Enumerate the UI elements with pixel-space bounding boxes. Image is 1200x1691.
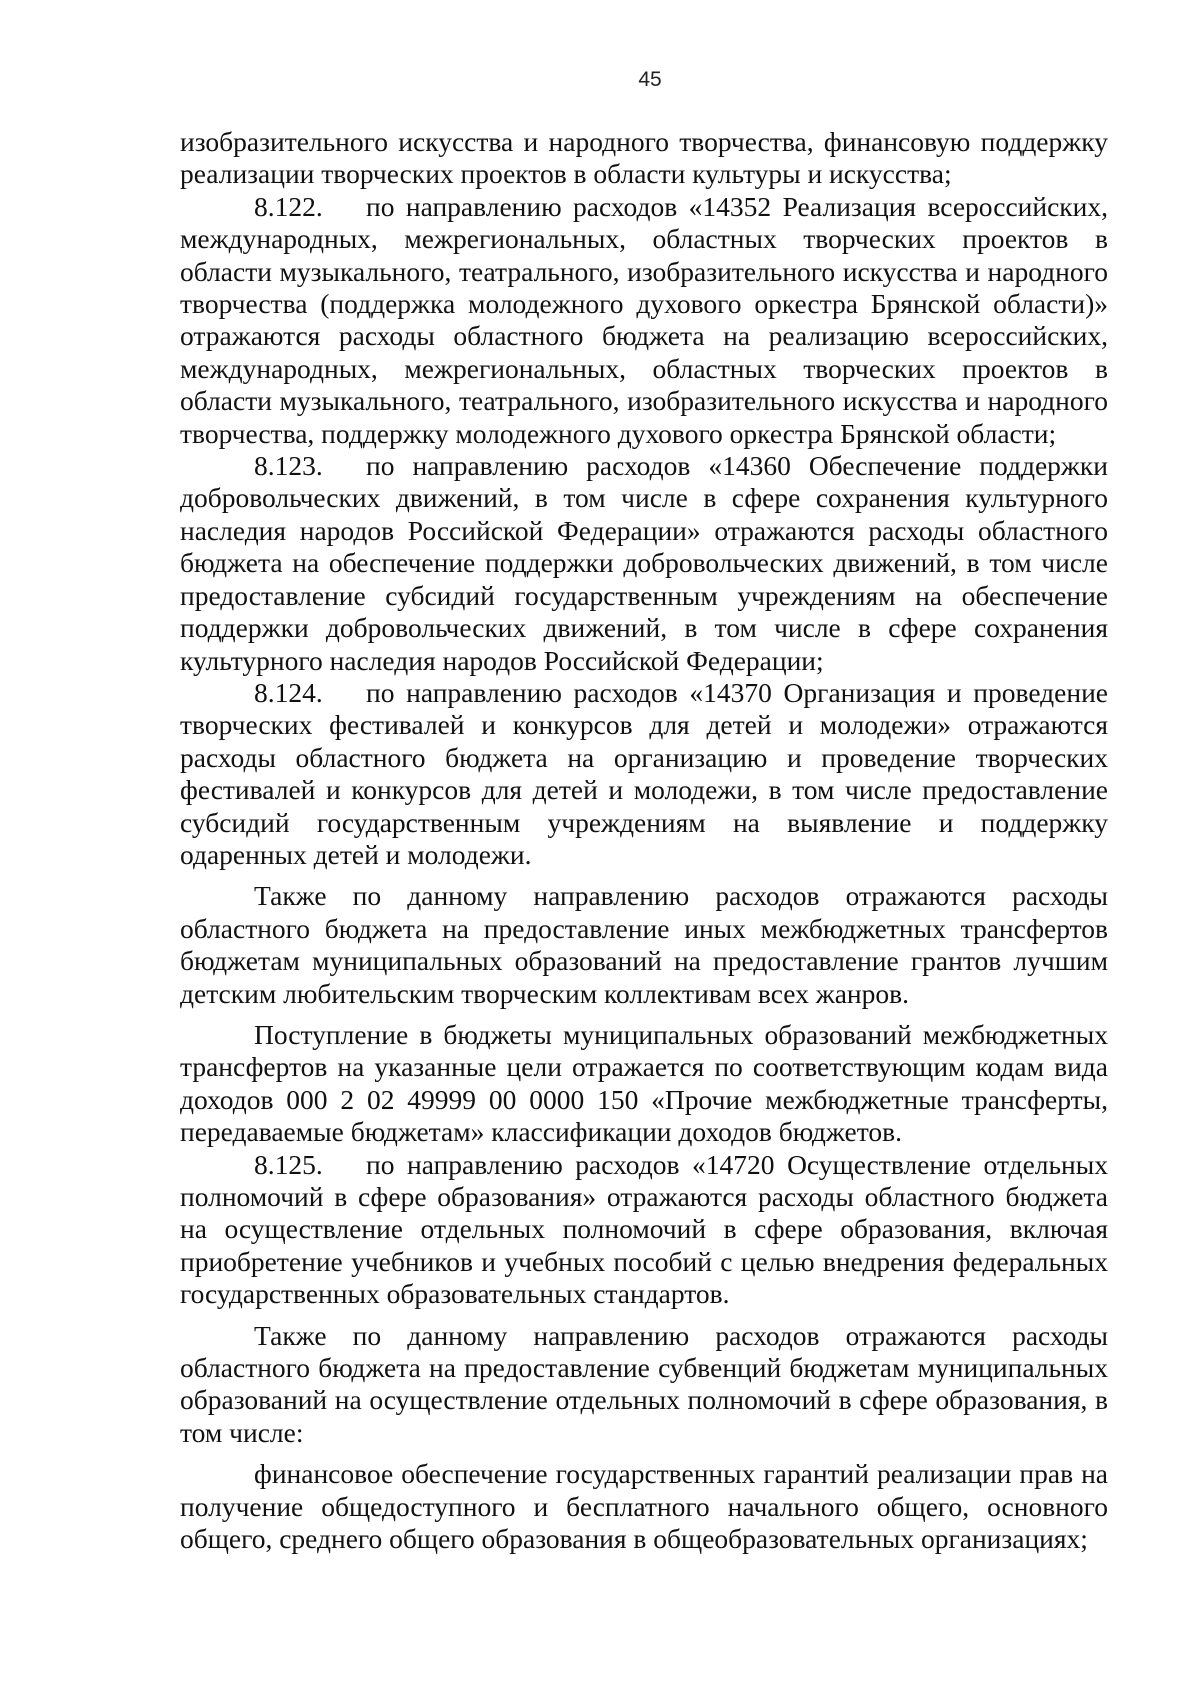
paragraph-text: финансовое обеспечение государственных гарантий реализации прав на получение общедоступного и бесплатного начального общего, основного общего, среднего общего образования в общеобразовательных организациях; bbox=[180, 1458, 1108, 1555]
paragraph-guarantees bbox=[180, 1458, 1108, 1555]
paragraph-text: по направлению расходов «14360 Обеспечение поддержки добровольческих движений, в том числе в сфере сохранения культурного наследия народов Российской Федерации» отражаются расходы областного бюджета на обеспечение поддержки добровольческих движений, в том числе предоставление субсидий государственным учреждениям на обеспечение поддержки добровольческих движений, в том числе в сфере сохранения культурного наследия народов Российской Федерации; bbox=[180, 450, 1108, 676]
paragraph-text: по направлению расходов «14352 Реализация всероссийских, международных, межрегиональных, областных творческих проектов в области музыкального, театрального, изобразительного искусства и народного творчества (поддержка молодежного духового оркестра Брянской области)» отражаются расходы областного бюджета на реализацию всероссийских, международных, межрегиональных, областных творческих проектов в области музыкального, театрального, изобразительного искусства и народного творчества, поддержку молодежного духового оркестра Брянской области; bbox=[180, 190, 1108, 449]
page-number: 45 bbox=[638, 68, 662, 91]
paragraph-8-124 bbox=[180, 677, 1108, 871]
paragraph-text: изобразительного искусства и народного творчества, финансовую поддержку реализации творческих проектов в области культуры и искусства; bbox=[180, 126, 1108, 190]
item-number: 8.122. bbox=[254, 190, 323, 222]
document-body bbox=[180, 126, 1108, 1555]
paragraph-grants bbox=[180, 880, 1108, 1010]
paragraph-text: по направлению расходов «14370 Организация и проведение творческих фестивалей и конкурсов для детей и молодежи» отражаются расходы областного бюджета на организацию и проведение творческих фестивалей и конкурсов для детей и молодежи, в том числе предоставление субсидий государственным учреждениям на выявление и поддержку одаренных детей и молодежи. bbox=[180, 676, 1108, 870]
item-number: 8.124. bbox=[254, 676, 323, 708]
paragraph-8-125 bbox=[180, 1149, 1108, 1311]
paragraph-subventions bbox=[180, 1320, 1108, 1450]
item-number: 8.125. bbox=[254, 1148, 323, 1180]
paragraph-transfers bbox=[180, 1019, 1108, 1149]
paragraph-text: по направлению расходов «14720 Осуществление отдельных полномочий в сфере образования» отражаются расходы областного бюджета на осуществление отдельных полномочий в сфере образования, включая приобретение учебников и учебных пособий с целью внедрения федеральных государственных образовательных стандартов. bbox=[180, 1148, 1108, 1310]
item-number: 8.123. bbox=[254, 450, 323, 482]
paragraph-8-122 bbox=[180, 191, 1108, 450]
paragraph-text: Также по данному направлению расходов отражаются расходы областного бюджета на предоставление иных межбюджетных трансфертов бюджетам муниципальных образований на предоставление грантов лучшим детским любительским творческим коллективам всех жанров. bbox=[180, 880, 1108, 1009]
paragraph-8-123 bbox=[180, 450, 1108, 677]
paragraph-text: Поступление в бюджеты муниципальных образований межбюджетных трансфертов на указанные цели отражается по соответствующим кодам вида доходов 000 2 02 49999 00 0000 150 «Прочие межбюджетные трансферты, передаваемые бюджетам» классификации доходов бюджетов. bbox=[180, 1018, 1108, 1148]
paragraph-continuation bbox=[180, 126, 1108, 191]
paragraph-text: Также по данному направлению расходов отражаются расходы областного бюджета на предоставление субвенций бюджетам муниципальных образований на осуществление отдельных полномочий в сфере образования, в том числе: bbox=[180, 1319, 1108, 1448]
